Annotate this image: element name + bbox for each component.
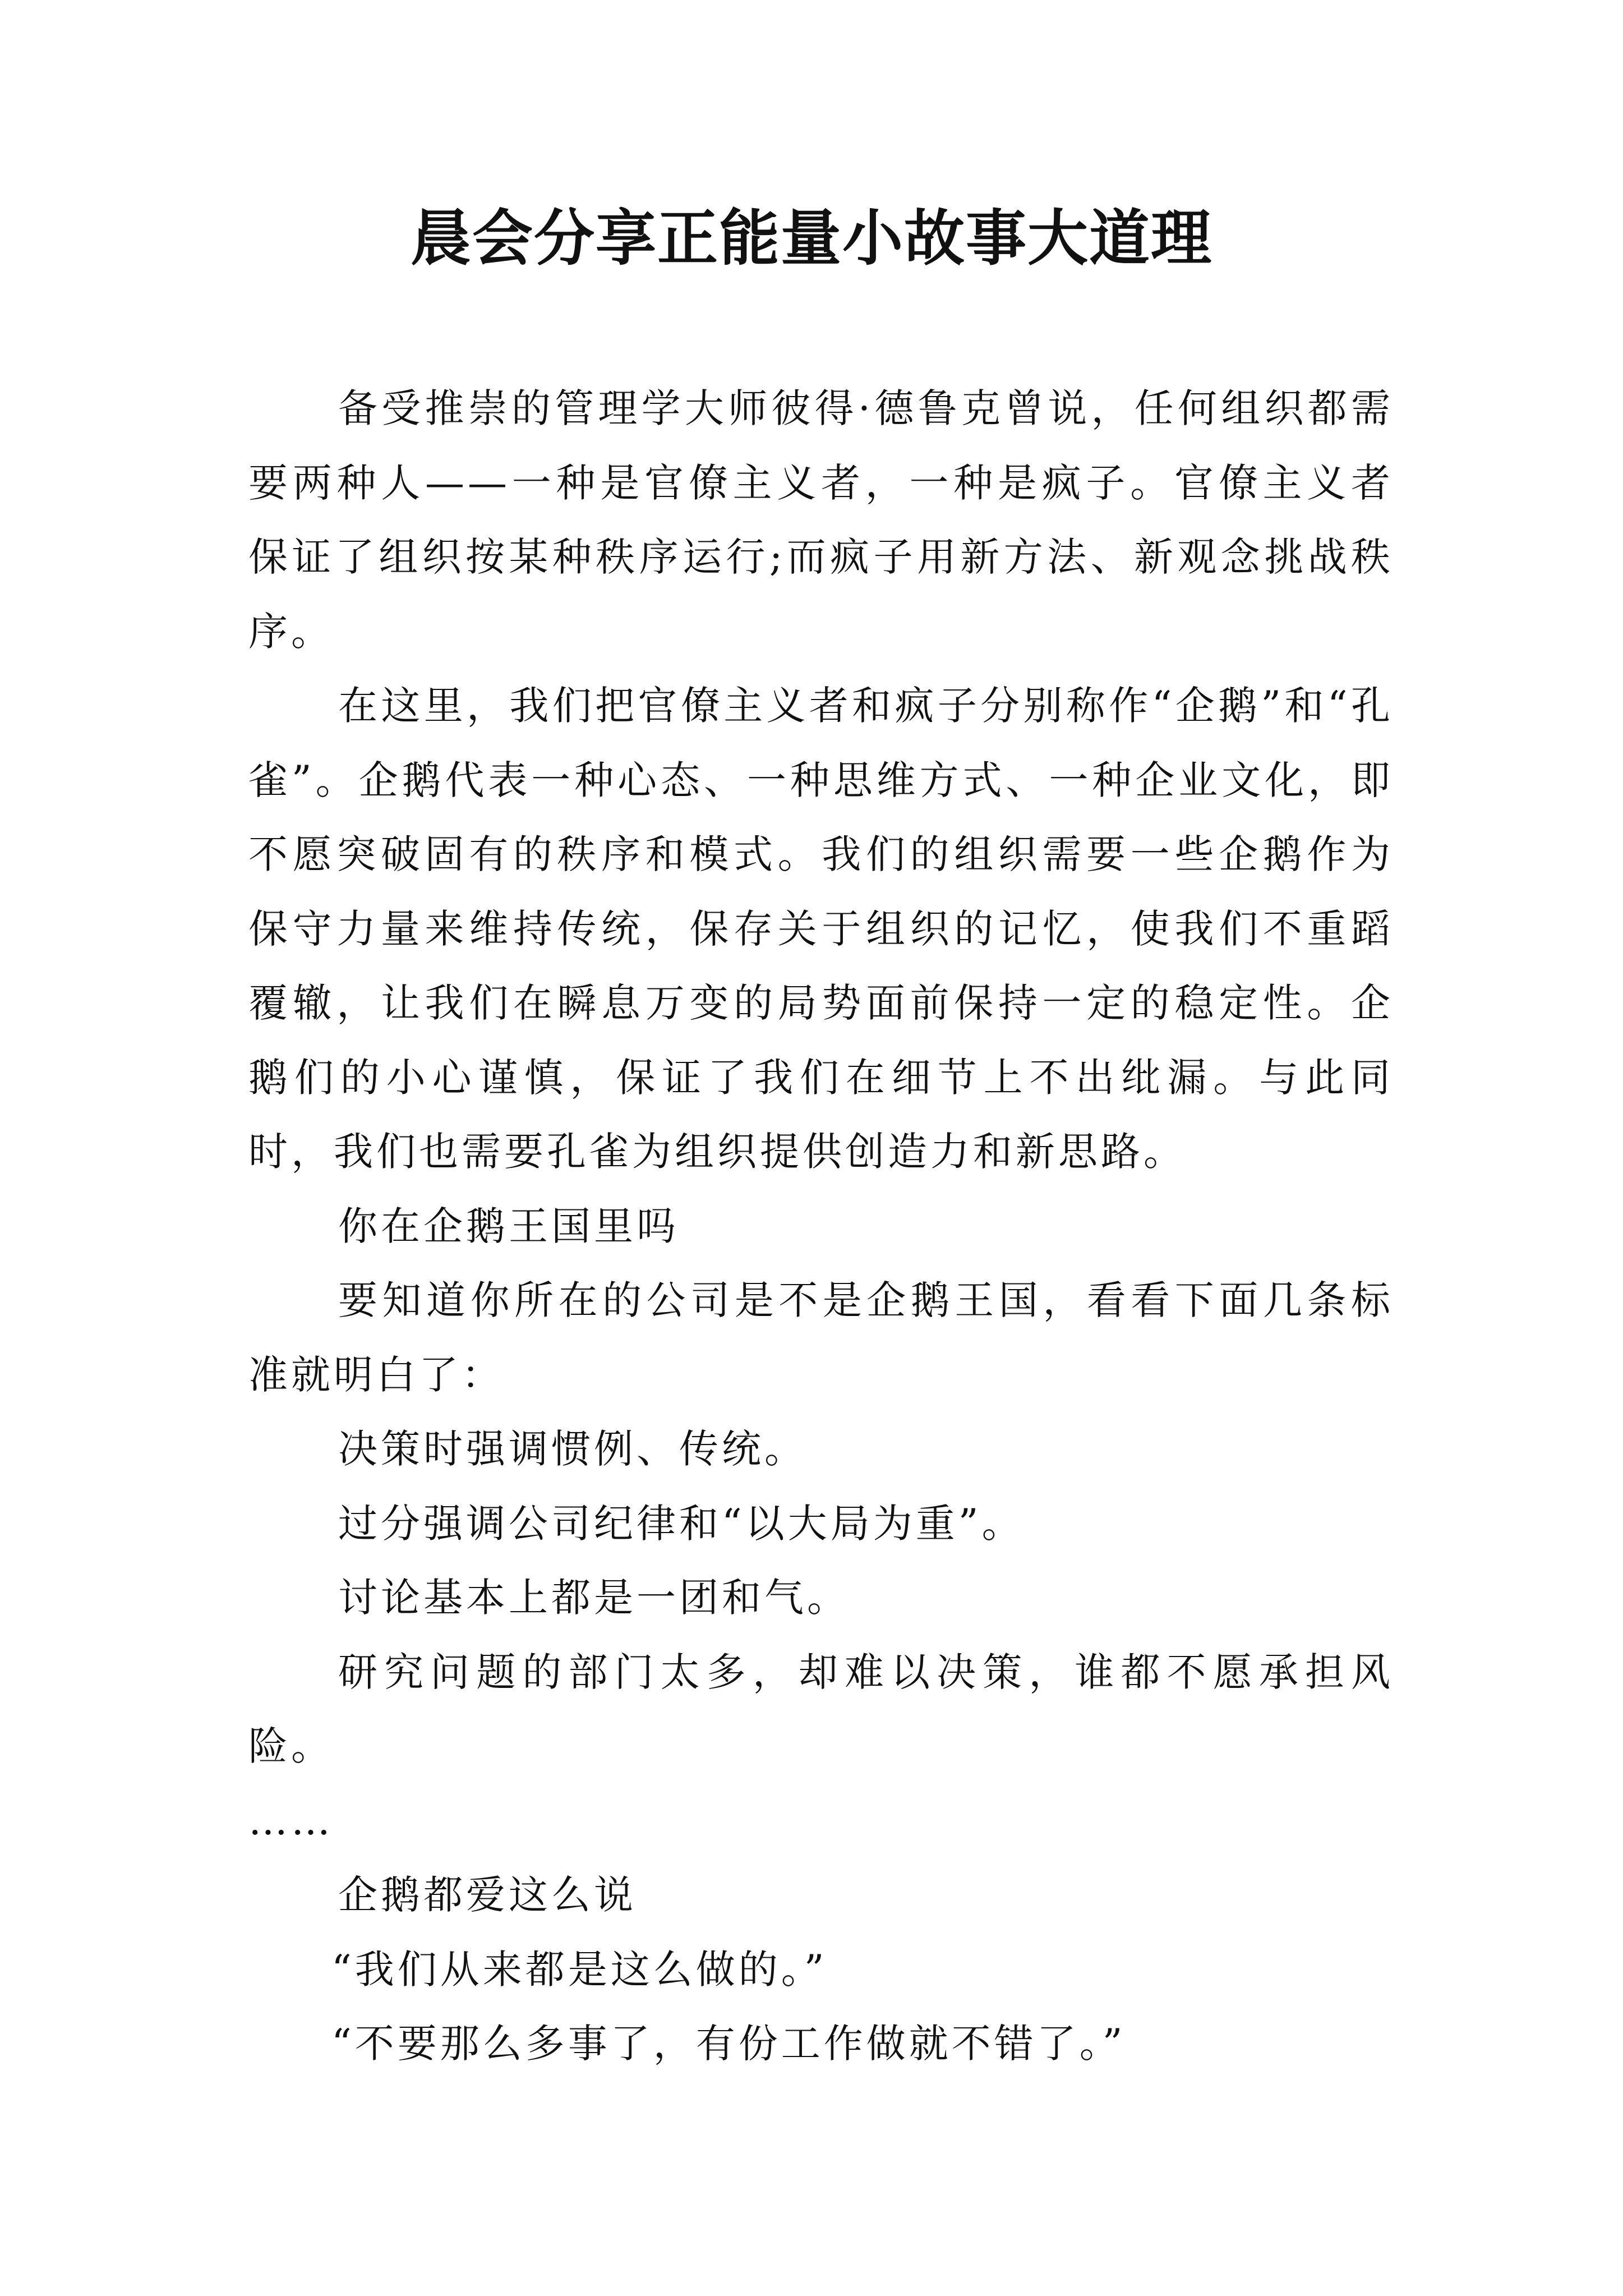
quote-line-2: “不要那么多事了，有份工作做就不错了。” [331, 2021, 1126, 2067]
document-body [248, 371, 1394, 2081]
criteria-item-1: 决策时强调惯例、传统。 [338, 1426, 807, 1472]
paragraph-criteria-intro: 要知道你所在的公司是不是企鹅王国，看看下面几条标准就明白了： [248, 1277, 1394, 1398]
paragraph-penguin-peacock: 在这里，我们把官僚主义者和疯子分别称作“企鹅”和“孔雀”。企鹅代表一种心态、一种思维方式、一种企业文化，即不愿突破固有的秩序和模式。我们的组织需要一些企鹅作为保守力量来维持传统，保存关于组织的记忆，使我们不重蹈覆辙，让我们在瞬息万变的局势面前保持一定的稳定性。企鹅们的小心谨慎，保证了我们在细节上不出纰漏。与此同时，我们也需要孔雀为组织提供创造力和新思路。 [248, 683, 1394, 1175]
ellipsis-line: …… [248, 1797, 334, 1844]
criteria-item-3: 讨论基本上都是一团和气。 [338, 1575, 850, 1621]
quote-line-1: “我们从来都是这么做的。” [331, 1946, 828, 1993]
document-title: 晨会分享正能量小故事大道理 [410, 203, 1212, 274]
section-heading-penguin-sayings: 企鹅都爱这么说 [338, 1872, 637, 1918]
section-heading-penguin-kingdom: 你在企鹅王国里吗 [338, 1203, 679, 1249]
criteria-item-2: 过分强调公司纪律和“以大局为重”。 [338, 1500, 1025, 1547]
criteria-item-4: 研究问题的部门太多，却难以决策，谁都不愿承担风险。 [248, 1649, 1394, 1769]
paragraph-drucker-quote: 备受推崇的管理学大师彼得·德鲁克曾说，任何组织都需要两种人——一种是官僚主义者，一种是疯子。官僚主义者保证了组织按某种秩序运行;而疯子用新方法、新观念挑战秩序。 [248, 385, 1394, 655]
